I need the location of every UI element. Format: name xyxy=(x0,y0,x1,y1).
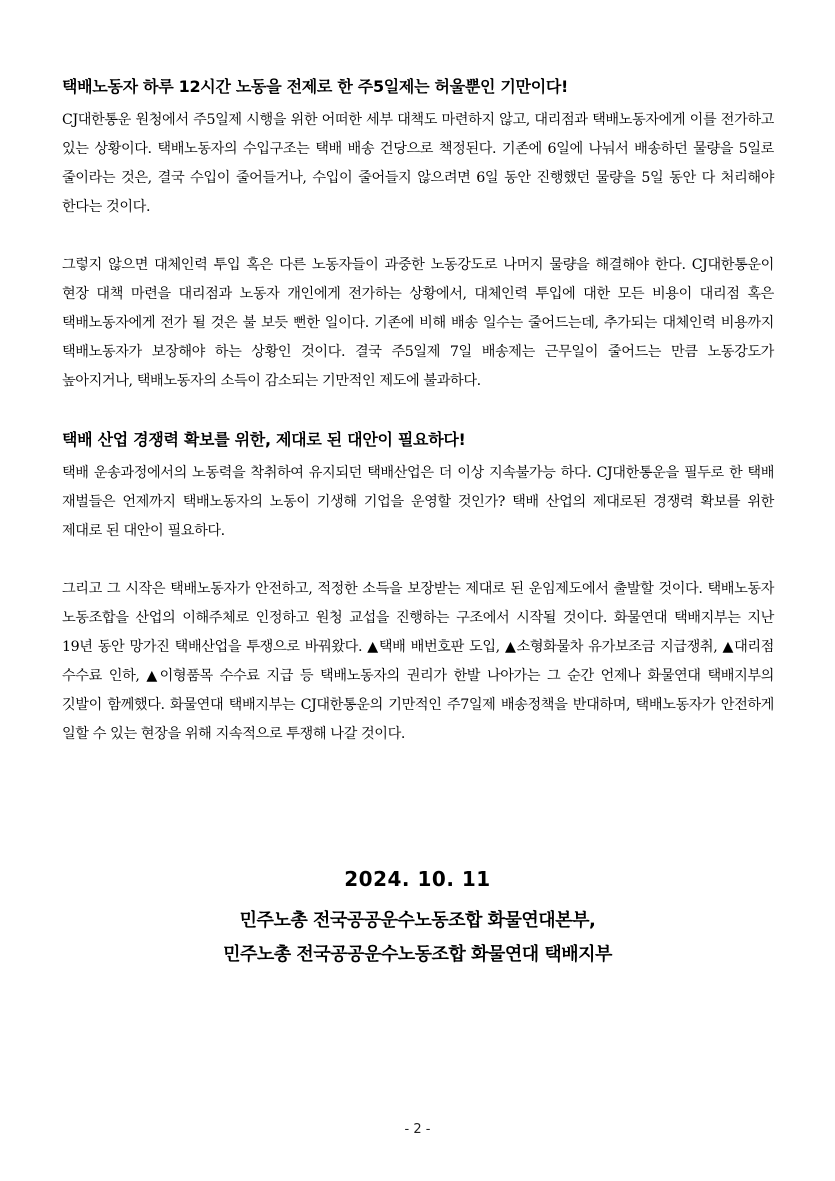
signature-org-line1: 민주노총 전국공공운수노동조합 화물연대본부, xyxy=(239,910,596,931)
section-heading: 택배 산업 경쟁력 확보를 위한, 제대로 된 대안이 필요하다! xyxy=(62,430,466,449)
paragraph: 택배 운송과정에서의 노동력을 착취하여 유지되던 택배산업은 더 이상 지속불가능 하다. CJ대한통운을 필두로 한 택배 재벌들은 언제까지 택배노동자의 노동이 기생해 기업을 운영할 것인가? 택배 산업의 제대로된 경쟁력 확보를 위한 제대로 된 대안이 필요하다. xyxy=(62,465,774,539)
signature-org-line2: 민주노총 전국공공운수노동조합 화물연대 택배지부 xyxy=(223,944,612,965)
document-body xyxy=(62,72,774,778)
section-heading: 택배노동자 하루 12시간 노동을 전제로 한 주5일제는 허울뿐인 기만이다! xyxy=(62,77,569,96)
signature-date: 2024. 10. 11 xyxy=(344,867,491,891)
paragraph: 그렇지 않으면 대체인력 투입 혹은 다른 노동자들이 과중한 노동강도로 나머지 물량을 해결해야 한다. CJ대한통운이 현장 대책 마련을 대리점과 노동자 개인에게 전가하는 상황에서, 대체인력 투입에 대한 모든 비용이 대리점 혹은 택배노동자에게 전가 될 것은 불 보듯 뻔한 일이다. 기존에 비해 배송 일수는 줄어드는데, 추가되는 대체인력 비용까지 택배노동자가 보장해야 하는 상황인 것이다. 결국 주5일제 7일 배송제는 근무일이 줄어드는 만큼 노동강도가 높아지거나, 택배노동자의 소득이 감소되는 기만적인 제도에 불과하다. xyxy=(62,257,774,389)
paragraph: 그리고 그 시작은 택배노동자가 안전하고, 적정한 소득을 보장받는 제대로 된 운임제도에서 출발할 것이다. 택배노동자 노동조합을 산업의 이해주체로 인정하고 원청 교섭을 진행하는 구조에서 시작될 것이다. 화물연대 택배지부는 지난 19년 동안 망가진 택배산업을 투쟁으로 바꿔왔다. ▲택배 배번호판 도입, ▲소형화물차 유가보조금 지급쟁취, ▲대리점 수수료 인하, ▲이형품목 수수료 지급 등 택배노동자의 권리가 한발 나아가는 그 순간 언제나 화물연대 택배지부의 깃발이 함께했다. 화물연대 택배지부는 CJ대한통운의 기만적인 주7일제 배송정책을 반대하며, 택배노동자가 안전하게 일할 수 있는 현장을 위해 지속적으로 투쟁해 나갈 것이다. xyxy=(62,581,774,742)
paragraph: CJ대한통운 원청에서 주5일제 시행을 위한 어떠한 세부 대책도 마련하지 않고, 대리점과 택배노동자에게 이를 전가하고 있는 상황이다. 택배노동자의 수입구조는 택배 배송 건당으로 책정된다. 기존에 6일에 나눠서 배송하던 물량을 5일로 줄이라는 것은, 결국 수입이 줄어들거나, 수입이 줄어들지 않으려면 6일 동안 진행했던 물량을 5일 동안 다 처리해야 한다는 것이다. xyxy=(62,112,774,215)
section-workweek xyxy=(62,72,774,396)
section-alternative xyxy=(62,425,774,749)
page-number: - 2 - xyxy=(404,1122,431,1137)
signature-block xyxy=(0,862,835,972)
